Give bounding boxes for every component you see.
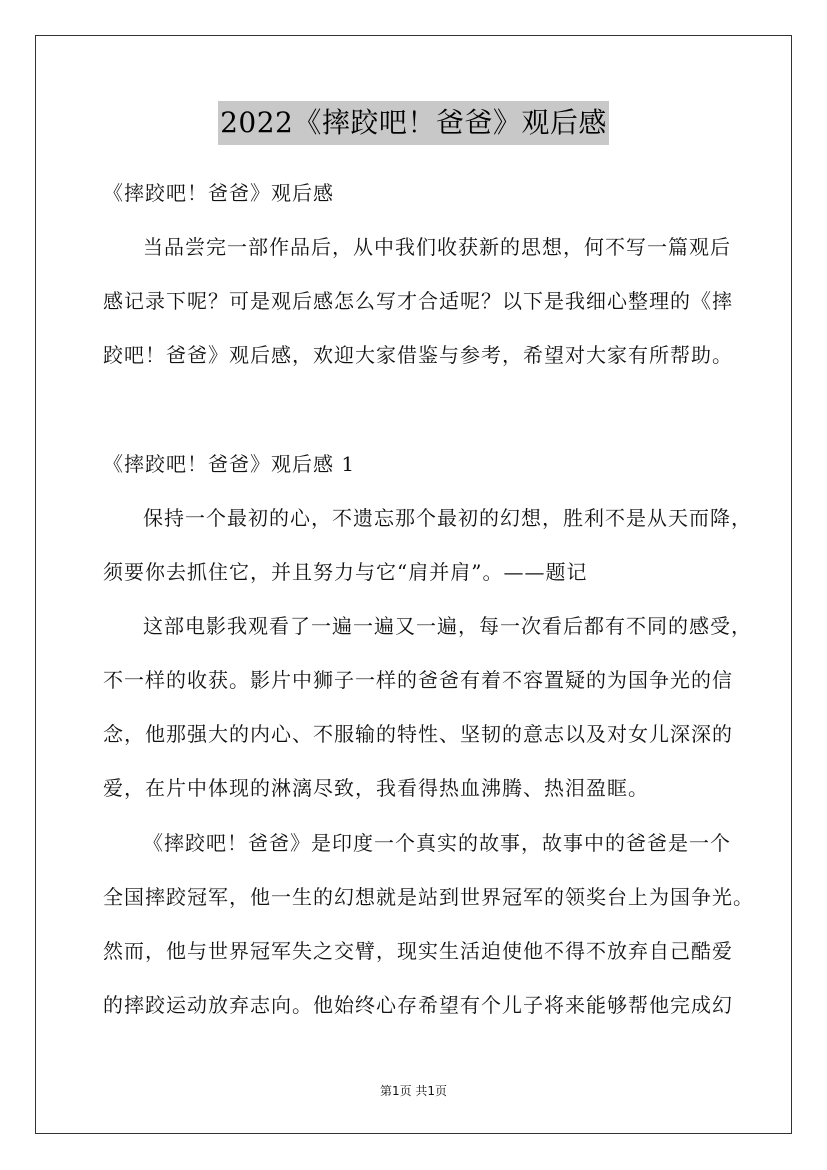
paragraph-line: 感记录下呢？可是观后感怎么写才合适呢？以下是我细心整理的《摔	[103, 289, 733, 313]
paragraph-line: 然而，他与世界冠军失之交臂，现实生活迫使他不得不放弃自己酷爱	[103, 939, 733, 963]
title-wrap	[0, 101, 827, 145]
paragraph-line: 《摔跤吧！爸爸》是印度一个真实的故事，故事中的爸爸是一个	[143, 831, 731, 855]
paragraph-line: 不一样的收获。影片中狮子一样的爸爸有着不容置疑的为国争光的信	[103, 668, 733, 692]
paragraph-line: 这部电影我观看了一遍一遍又一遍，每一次看后都有不同的感受，	[143, 614, 752, 638]
page-footer: 第1页 共1页	[379, 1084, 448, 1098]
subtitle: 《摔跤吧！爸爸》观后感	[103, 181, 334, 205]
paragraph-line: 当品尝完一部作品后，从中我们收获新的思想，何不写一篇观后	[143, 235, 731, 259]
paragraph-line: 的摔跤运动放弃志向。他始终心存希望有个儿子将来能够帮他完成幻	[103, 993, 733, 1017]
paragraph-line: 须要你去抓住它，并且努力与它“肩并肩”。——题记	[103, 560, 588, 584]
section-heading: 《摔跤吧！爸爸》观后感 1	[103, 452, 356, 476]
paragraph-line: 全国摔跤冠军，他一生的幻想就是站到世界冠军的领奖台上为国争光。	[103, 885, 754, 909]
paragraph-line: 爱，在片中体现的淋漓尽致，我看得热血沸腾、热泪盈眶。	[103, 776, 649, 800]
paragraph-line: 保持一个最初的心，不遗忘那个最初的幻想，胜利不是从天而降，	[143, 506, 752, 530]
paragraph-line: 念，他那强大的内心、不服输的特性、坚韧的意志以及对女儿深深的	[103, 722, 733, 746]
document-title: 2022《摔跤吧！爸爸》观后感	[218, 101, 609, 145]
paragraph-line: 跤吧！爸爸》观后感，欢迎大家借鉴与参考，希望对大家有所帮助。	[103, 343, 733, 367]
